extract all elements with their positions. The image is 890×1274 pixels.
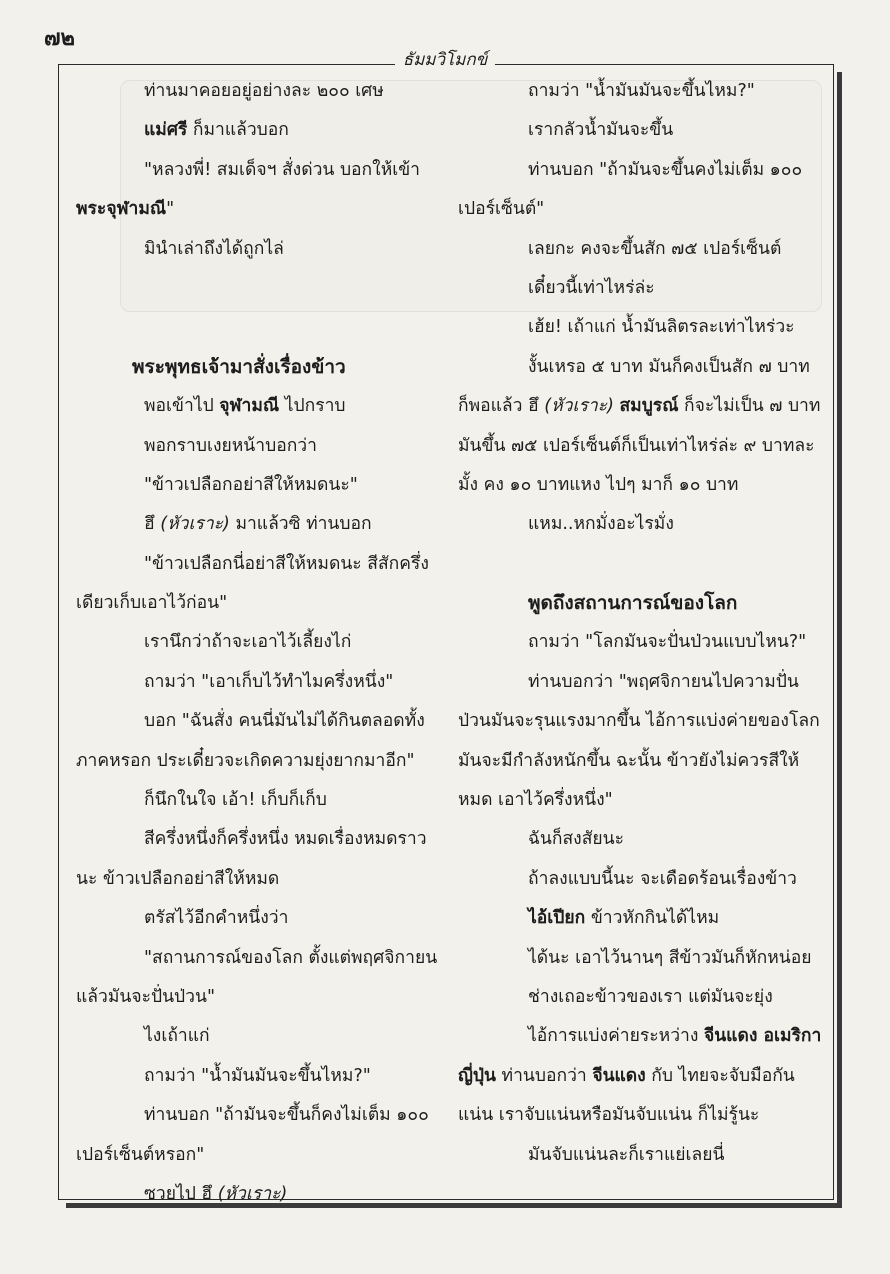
text-line bbox=[458, 860, 826, 899]
text-line bbox=[458, 308, 826, 347]
text-segment: หมด เอาไว้ครึ่งหนึ่ง" bbox=[458, 790, 613, 811]
text-line bbox=[458, 190, 826, 229]
text-segment: มั้ง คง ๑๐ บาทแหง ไปๆ มาก็ ๑๐ บาท bbox=[458, 474, 739, 495]
bold-text: จีนแดง อเมริกา bbox=[703, 1026, 822, 1047]
text-line bbox=[76, 663, 444, 702]
text-segment: มันจะมีกำลังหนักขึ้น ฉะนั้น ข้าวยังไม่ควรสีให้ bbox=[458, 750, 800, 771]
text-line bbox=[458, 899, 826, 938]
text-line bbox=[458, 466, 826, 505]
text-segment: ไอ้การแบ่งค่ายระหว่าง bbox=[528, 1026, 704, 1047]
text-segment: ฮึ bbox=[144, 514, 161, 535]
text-line bbox=[76, 230, 444, 269]
text-line bbox=[458, 545, 826, 584]
text-segment: " bbox=[166, 199, 175, 220]
text-line bbox=[458, 269, 826, 308]
bold-text: ไอ้เปียก bbox=[528, 908, 586, 929]
text-line bbox=[76, 269, 444, 308]
text-line bbox=[76, 978, 444, 1017]
text-segment: เลยกะ คงจะขึ้นสัก ๗๕ เปอร์เซ็นต์ bbox=[528, 238, 782, 259]
left-column bbox=[76, 72, 444, 1214]
text-segment: ถามว่า "น้ำมันมันจะขึ้นไหม?" bbox=[144, 1065, 371, 1086]
bold-text: จุฬามณี bbox=[219, 396, 280, 417]
text-segment: แหม..หกมั่งอะไรมั่ง bbox=[528, 514, 674, 535]
text-segment: ฉันก็สงสัยนะ bbox=[528, 829, 625, 850]
text-line bbox=[76, 1175, 444, 1214]
text-line bbox=[458, 742, 826, 781]
text-segment: พอกราบเงยหน้าบอกว่า bbox=[144, 435, 317, 456]
text-segment: มินำเล่าถึงได้ถูกไล่ bbox=[144, 238, 284, 259]
text-segment: ถามว่า "น้ำมันมันจะขึ้นไหม?" bbox=[528, 81, 755, 101]
text-segment: เดียวเก็บเอาไว้ก่อน" bbox=[76, 593, 228, 614]
text-line bbox=[76, 742, 444, 781]
header-title: ธัมมวิโมกข์ bbox=[395, 50, 496, 70]
text-line bbox=[76, 72, 444, 111]
text-segment: ก็นึกในใจ เอ้า! เก็บก็เก็บ bbox=[144, 790, 327, 811]
running-header bbox=[0, 46, 890, 73]
text-line bbox=[458, 111, 826, 150]
text-segment: พอเข้าไป bbox=[144, 396, 220, 417]
text-segment: ถามว่า "โลกมันจะปั่นป่วนแบบไหน?" bbox=[528, 632, 807, 653]
text-segment: บอก "ฉันสั่ง คนนี่มันไม่ได้กินตลอดทั้ง bbox=[144, 711, 425, 732]
text-segment: ก็จะไม่เป็น ๗ บาท bbox=[678, 396, 821, 417]
text-line bbox=[76, 1017, 444, 1056]
text-line bbox=[458, 387, 826, 426]
text-line bbox=[458, 584, 826, 623]
text-segment: พระพุทธเจ้ามาสั่งเรื่องข้าว bbox=[132, 355, 346, 378]
bold-text: แม่ศรี bbox=[144, 120, 188, 141]
text-line bbox=[76, 348, 444, 387]
text-line bbox=[76, 505, 444, 544]
text-line bbox=[458, 623, 826, 662]
text-line bbox=[76, 1057, 444, 1096]
text-line bbox=[458, 230, 826, 269]
text-segment: ท่านมาคอยอยู่อย่างละ ๒๐๐ เศษ bbox=[144, 81, 384, 101]
text-line bbox=[76, 1096, 444, 1135]
bold-text: จีนแดง bbox=[592, 1065, 646, 1086]
text-line bbox=[458, 348, 826, 387]
text-line bbox=[458, 939, 826, 978]
text-line bbox=[76, 820, 444, 859]
text-line bbox=[76, 860, 444, 899]
text-line bbox=[458, 1096, 826, 1135]
text-line bbox=[458, 151, 826, 190]
bold-text: พระจุฬามณี bbox=[76, 199, 167, 220]
text-line bbox=[76, 466, 444, 505]
text-segment: แล้วมันจะปั่นป่วน" bbox=[76, 986, 216, 1007]
text-segment: ข้าวหักกินได้ไหม bbox=[585, 908, 720, 929]
text-line bbox=[76, 111, 444, 150]
text-line bbox=[76, 939, 444, 978]
page-number: ๗๒ bbox=[44, 26, 76, 51]
text-segment: สีครึ่งหนึ่งก็ครึ่งหนึ่ง หมดเรื่องหมดราว bbox=[144, 829, 427, 850]
italic-text: (หัวเราะ) bbox=[217, 1183, 288, 1204]
text-segment: "ข้าวเปลือกอย่าสีให้หมดนะ" bbox=[144, 474, 358, 495]
text-segment: ถามว่า "เอาเก็บไว้ทำไมครึ่งหนึ่ง" bbox=[144, 671, 394, 692]
text-segment: เรานึกว่าถ้าจะเอาไว้เลี้ยงไก่ bbox=[144, 632, 352, 653]
right-column bbox=[458, 72, 826, 1175]
text-line bbox=[76, 427, 444, 466]
bold-text: ญี่ปุ่น bbox=[458, 1065, 496, 1086]
text-segment: "ข้าวเปลือกนี่อย่าสีให้หมดนะ สีสักครึ่ง bbox=[144, 553, 429, 574]
text-segment: ตรัสไว้อีกคำหนึ่งว่า bbox=[144, 908, 289, 929]
text-segment: ท่านบอกว่า bbox=[495, 1065, 593, 1086]
text-segment: มันขึ้น ๗๕ เปอร์เซ็นต์ก็เป็นเท่าไหร่ล่ะ ๙ บาทละ bbox=[458, 435, 815, 456]
text-line bbox=[76, 781, 444, 820]
italic-text: (หัวเราะ) bbox=[544, 396, 614, 417]
text-segment: ไงเถ้าแก่ bbox=[144, 1026, 210, 1047]
text-segment: เฮ้ย! เถ้าแก่ น้ำมันลิตรละเท่าไหร่วะ bbox=[528, 317, 795, 338]
text-segment: ไปกราบ bbox=[279, 396, 346, 417]
text-segment: "สถานการณ์ของโลก ตั้งแต่พฤศจิกายน bbox=[144, 947, 438, 968]
text-segment: นะ ข้าวเปลือกอย่าสีให้หมด bbox=[76, 868, 280, 889]
text-line bbox=[458, 505, 826, 544]
text-line bbox=[458, 1017, 826, 1056]
text-line bbox=[76, 190, 444, 229]
text-segment: มาแล้วซิ ท่านบอก bbox=[229, 514, 372, 535]
text-segment: ป่วนมันจะรุนแรงมากขึ้น ไอ้การแบ่งค่ายของโลก bbox=[458, 711, 820, 732]
text-segment: เปอร์เซ็นต์หรอก" bbox=[76, 1144, 205, 1165]
text-line bbox=[76, 151, 444, 190]
text-line bbox=[76, 545, 444, 584]
text-line bbox=[458, 1057, 826, 1096]
text-segment: งั้นเหรอ ๕ บาท มันก็คงเป็นสัก ๗ บาท bbox=[528, 356, 810, 377]
text-line bbox=[76, 308, 444, 347]
text-segment: ซวยไป ฮึ bbox=[144, 1183, 218, 1204]
text-segment: กับ ไทยจะจับมือกัน bbox=[645, 1065, 795, 1086]
text-line bbox=[76, 899, 444, 938]
text-line bbox=[458, 781, 826, 820]
text-segment: ช่างเถอะข้าวของเรา แต่มันจะยุ่ง bbox=[528, 986, 773, 1007]
text-segment: ท่านบอก "ถ้ามันจะขึ้นคงไม่เต็ม ๑๐๐ bbox=[528, 159, 803, 180]
text-line bbox=[76, 387, 444, 426]
text-segment: ก็มาแล้วบอก bbox=[187, 120, 289, 141]
text-segment: ได้นะ เอาไว้นานๆ สีข้าวมันก็หักหน่อย bbox=[528, 947, 812, 968]
text-segment: มันจับแน่นละก็เราแย่เลยนี่ bbox=[528, 1144, 725, 1165]
text-segment: ท่านบอก "ถ้ามันจะขึ้นก็คงไม่เต็ม ๑๐๐ bbox=[144, 1105, 429, 1126]
text-line bbox=[76, 702, 444, 741]
text-line bbox=[76, 1136, 444, 1175]
italic-text: (หัวเราะ) bbox=[160, 514, 230, 535]
text-segment: ภาคหรอก ประเดี๋ยวจะเกิดความยุ่งยากมาอีก" bbox=[76, 750, 415, 771]
text-line bbox=[76, 623, 444, 662]
text-line bbox=[458, 978, 826, 1017]
text-line bbox=[458, 72, 826, 111]
text-segment: เรากลัวน้ำมันจะขึ้น bbox=[528, 120, 674, 141]
text-segment: พูดถึงสถานการณ์ของโลก bbox=[528, 592, 738, 615]
text-segment: แน่น เราจับแน่นหรือมันจับแน่น ก็ไม่รู้นะ bbox=[458, 1105, 760, 1126]
text-segment: เดี๋ยวนี้เท่าไหร่ล่ะ bbox=[528, 277, 655, 298]
text-line bbox=[458, 427, 826, 466]
text-segment: ถ้าลงแบบนี้นะ จะเดือดร้อนเรื่องข้าว bbox=[528, 868, 797, 889]
text-line bbox=[458, 702, 826, 741]
text-line bbox=[458, 820, 826, 859]
text-segment: ท่านบอกว่า "พฤศจิกายนไปความปั่น bbox=[528, 671, 799, 692]
bold-text: สมบูรณ์ bbox=[619, 396, 679, 417]
text-line bbox=[458, 1136, 826, 1175]
text-line bbox=[458, 663, 826, 702]
text-segment: "หลวงพี่! สมเด็จฯ สั่งด่วน บอกให้เข้า bbox=[144, 159, 421, 180]
text-line bbox=[76, 584, 444, 623]
text-segment: ก็พอแล้ว ฮึ bbox=[458, 396, 545, 417]
text-segment: เปอร์เซ็นต์" bbox=[458, 199, 545, 220]
